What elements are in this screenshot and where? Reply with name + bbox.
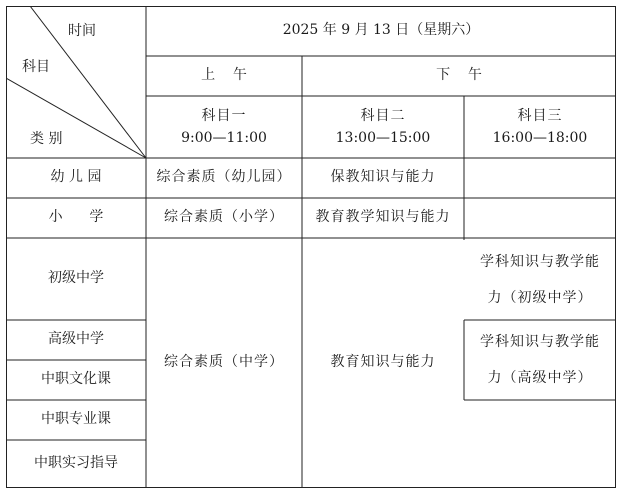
subject-1-header	[146, 98, 302, 158]
subject-3-time: 16:00—18:00	[492, 130, 588, 146]
subject-2-name: 科目二	[360, 108, 406, 125]
afternoon-header: 下 午	[436, 67, 482, 84]
senior-subject-3-line-2: 力（高级中学）	[487, 370, 593, 386]
category-junior-high: 初级中学	[48, 270, 104, 287]
category-senior-high: 高级中学	[48, 331, 104, 348]
subject-3-name: 科目三	[517, 108, 563, 125]
primary-subject-1: 综合素质（小学）	[164, 209, 284, 226]
subject-3-header	[464, 98, 616, 158]
junior-high-subject-3	[464, 240, 616, 320]
subject-1-time: 9:00—11:00	[181, 130, 267, 146]
category-vocational-internship: 中职实习指导	[34, 455, 118, 472]
senior-subject-3-line-1: 学科知识与教学能	[480, 333, 600, 350]
kindergarten-subject-1: 综合素质（幼儿园）	[156, 169, 292, 186]
subject-2-header	[302, 98, 464, 158]
category-vocational-specialty: 中职专业课	[41, 411, 111, 428]
subject-1-name: 科目一	[201, 108, 247, 125]
corner-time-label: 时间	[68, 23, 96, 39]
morning-header: 上 午	[201, 67, 247, 84]
junior-subject-3-line-2: 力（初级中学）	[487, 290, 593, 306]
exam-schedule-table	[6, 6, 616, 488]
kindergarten-subject-2: 保教知识与能力	[330, 169, 436, 186]
subject-2-time: 13:00—15:00	[335, 130, 431, 146]
junior-subject-3-line-1: 学科知识与教学能	[480, 253, 600, 270]
corner-subject-label: 科目	[22, 59, 50, 75]
primary-subject-2: 教育教学知识与能力	[315, 209, 451, 226]
secondary-subject-1: 综合素质（中学）	[164, 354, 284, 371]
corner-category-label: 类 别	[30, 131, 63, 147]
secondary-subject-2: 教育知识与能力	[330, 354, 436, 371]
category-kindergarten: 幼 儿 园	[50, 169, 102, 186]
category-vocational-culture: 中职文化课	[41, 371, 111, 388]
senior-high-subject-3	[464, 320, 616, 400]
exam-date: 2025 年 9 月 13 日（星期六）	[282, 22, 480, 39]
category-primary: 小 学	[48, 209, 104, 226]
